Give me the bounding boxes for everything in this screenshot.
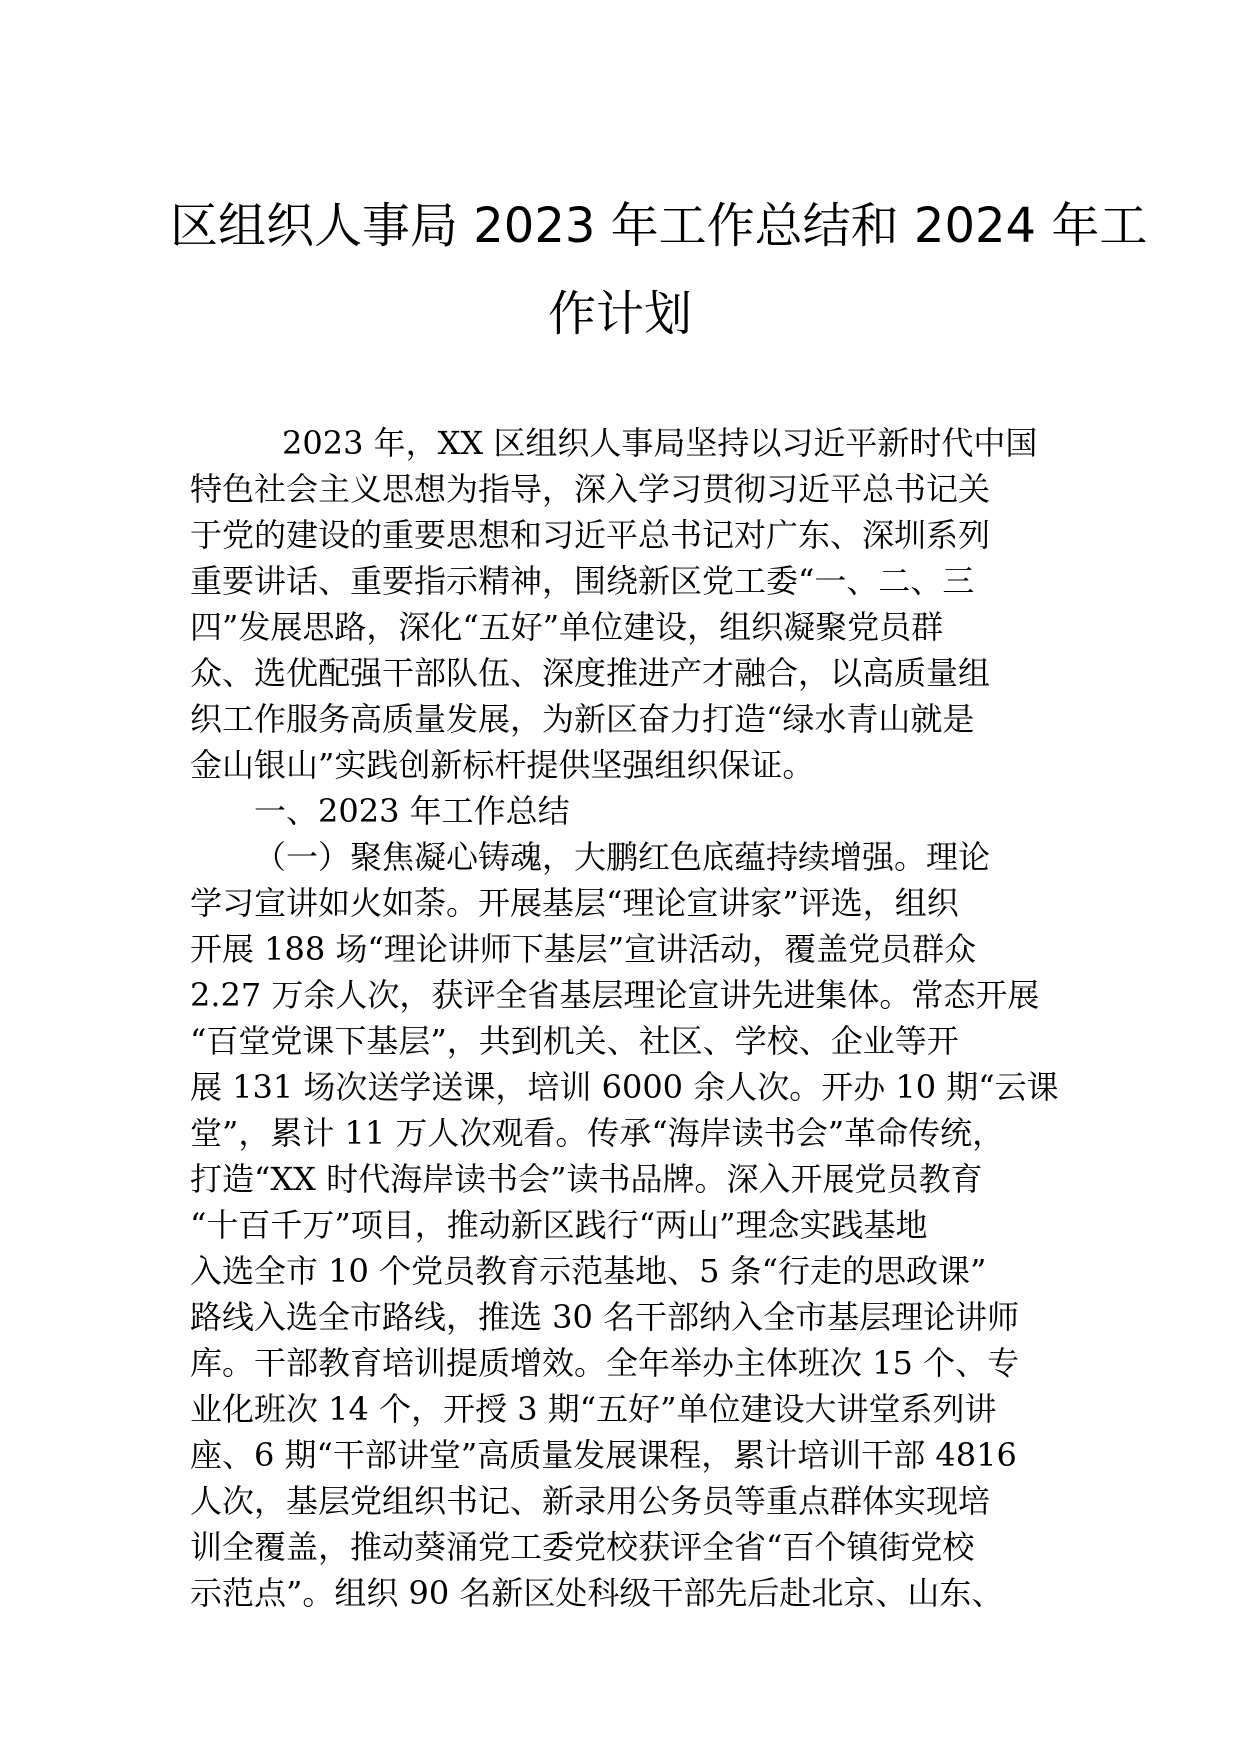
paragraph-line: 展 131 场次送学送课，培训 6000 余人次。开办 10 期“云课 xyxy=(190,1068,1059,1106)
paragraph-line: 重要讲话、重要指示精神，围绕新区党工委“一、二、三 xyxy=(190,562,975,600)
paragraph-line: 打造“XX 时代海岸读书会”读书品牌。深入开展党员教育 xyxy=(190,1160,983,1198)
paragraph-line: （一）聚焦凝心铸魂，大鹏红色底蕴持续增强。理论 xyxy=(254,838,991,876)
paragraph-line: 示范点”。组织 90 名新区处科级干部先后赴北京、山东、 xyxy=(190,1574,1004,1612)
document-title xyxy=(170,182,1148,358)
paragraph-line: 2023 年，XX 区组织人事局坚持以习近平新时代中国 xyxy=(282,424,1038,462)
paragraph-line: 座、6 期“干部讲堂”高质量发展课程，累计培训干部 4816 xyxy=(190,1436,1017,1474)
paragraph-line: 入选全市 10 个党员教育示范基地、5 条“行走的思政课” xyxy=(190,1252,987,1290)
paragraph-line: 人次，基层党组织书记、新录用公务员等重点群体实现培 xyxy=(190,1482,991,1520)
paragraph-line: 众、选优配强干部队伍、深度推进产才融合，以高质量组 xyxy=(190,654,991,692)
paragraph-line: 路线入选全市路线，推选 30 名干部纳入全市基层理论讲师 xyxy=(190,1298,1020,1336)
paragraph-line: 于党的建设的重要思想和习近平总书记对广东、深圳系列 xyxy=(190,516,991,554)
paragraph-line: 学习宣讲如火如荼。开展基层“理论宣讲家”评选，组织 xyxy=(190,884,959,922)
section-heading: 一、2023 年工作总结 xyxy=(254,792,570,830)
paragraph-line: 特色社会主义思想为指导，深入学习贯彻习近平总书记关 xyxy=(190,470,991,508)
paragraph-line: “百堂党课下基层”，共到机关、社区、学校、企业等开 xyxy=(190,1022,959,1060)
paragraph-line: 开展 188 场“理论讲师下基层”宣讲活动，覆盖党员群众 xyxy=(190,930,977,968)
document-body xyxy=(190,420,1090,1616)
title-line: 作计划 xyxy=(547,286,692,342)
paragraph-line: “十百千万”项目，推动新区践行“两山”理念实践基地 xyxy=(190,1206,928,1244)
paragraph-line: 库。干部教育培训提质增效。全年举办主体班次 15 个、专 xyxy=(190,1344,1020,1382)
paragraph-line: 金山银山”实践创新标杆提供坚强组织保证。 xyxy=(190,746,815,784)
paragraph-line: 2.27 万余人次，获评全省基层理论宣讲先进集体。常态开展 xyxy=(190,976,1040,1014)
title-line: 区组织人事局 2023 年工作总结和 2024 年工 xyxy=(170,198,1148,254)
paragraph-line: 四”发展思路，深化“五好”单位建设，组织凝聚党员群 xyxy=(190,608,944,646)
paragraph-line: 堂”，累计 11 万人次观看。传承“海岸读书会”革命传统， xyxy=(190,1114,1005,1152)
paragraph-line: 训全覆盖，推动葵涌党工委党校获评全省“百个镇街党校 xyxy=(190,1528,975,1566)
paragraph-line: 业化班次 14 个，开授 3 期“五好”单位建设大讲堂系列讲 xyxy=(190,1390,997,1428)
paragraph-line: 织工作服务高质量发展，为新区奋力打造“绿水青山就是 xyxy=(190,700,975,738)
